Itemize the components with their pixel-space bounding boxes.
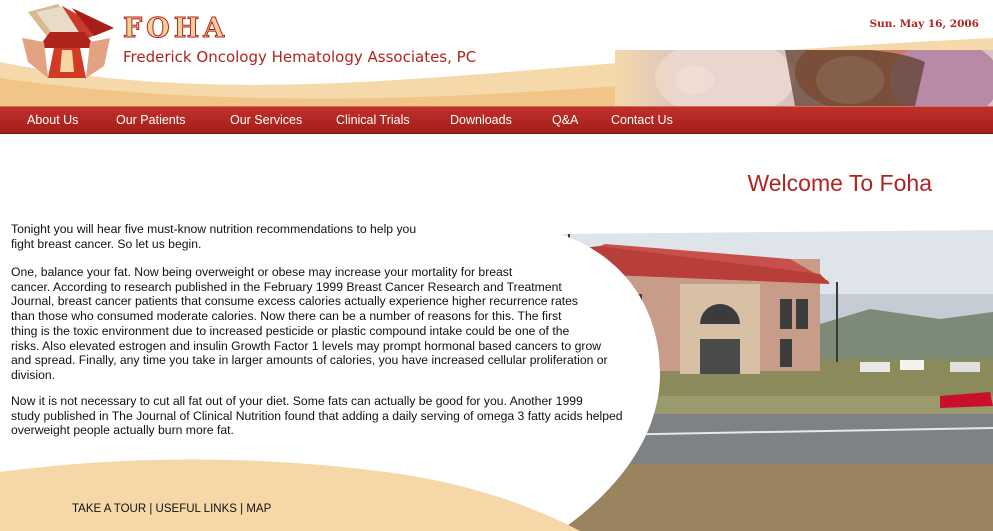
paragraph-line: study published in The Journal of Clinical Nutrition found that adding a daily serving of omega 3 fatty acids helped xyxy=(11,408,623,423)
paragraph-line: than those who consumed moderate calories. Now there can be a number of reasons for this. The first xyxy=(11,309,562,324)
footer-wave xyxy=(0,454,993,531)
nav-clinical-trials[interactable]: Clinical Trials xyxy=(336,113,410,127)
intro-line: Tonight you will hear five must-know nutrition recommendations to help you xyxy=(11,222,417,236)
useful-links-link[interactable]: USEFUL LINKS xyxy=(155,503,237,515)
foha-logo-icon xyxy=(14,2,116,82)
paragraph-line: One, balance your fat. Now being overweight or obese may increase your mortality for breast xyxy=(11,265,513,279)
take-a-tour-link[interactable]: TAKE A TOUR xyxy=(72,503,147,515)
header-photo-patients xyxy=(615,50,993,106)
footer-separator: | xyxy=(149,503,153,515)
nav-contact-us[interactable]: Contact Us xyxy=(611,113,673,127)
paragraph-line: risks. Also elevated estrogen and insulin Growth Factor 1 levels may prompt hormonal based cancers to grow xyxy=(11,338,602,353)
nutrition-paragraph-omega3 xyxy=(11,394,651,438)
paragraph-line: and spread. Finally, any time you take in larger amounts of calories, you have increased cellular proliferation or xyxy=(11,353,608,368)
paragraph-line: thing is the toxic environment due to increased pesticide or plastic compound intake could be one of the xyxy=(11,323,570,338)
site-header xyxy=(0,0,993,106)
paragraph-line: division. xyxy=(11,367,56,382)
page-title: Welcome To Foha xyxy=(747,170,932,196)
current-date: Sun. May 16, 2006 xyxy=(869,18,979,30)
main-navigation xyxy=(0,106,993,134)
nutrition-paragraph-fat xyxy=(11,265,651,383)
nav-qa[interactable]: Q&A xyxy=(552,113,579,127)
nav-about-us[interactable]: About Us xyxy=(27,113,79,127)
paragraph-line: Now it is not necessary to cut all fat out of your diet. Some fats can actually be good for you. Another 1999 xyxy=(11,394,583,408)
intro-paragraph xyxy=(11,222,651,251)
footer-links xyxy=(72,503,271,515)
intro-line: fight breast cancer. So let us begin. xyxy=(11,236,202,251)
paragraph-line: overweight people actually burn more fat. xyxy=(11,423,234,438)
paragraph-line: Journal, breast cancer patients that consume excess calories actually experience higher recurrence rates xyxy=(11,294,579,309)
brand-name: FOHA xyxy=(123,13,229,44)
company-name: Frederick Oncology Hematology Associates, PC xyxy=(123,48,477,66)
nav-our-patients[interactable]: Our Patients xyxy=(116,113,186,127)
nav-downloads[interactable]: Downloads xyxy=(450,113,512,127)
nav-our-services[interactable]: Our Services xyxy=(230,113,303,127)
map-link[interactable]: MAP xyxy=(246,503,272,515)
footer-separator: | xyxy=(240,503,244,515)
main-content xyxy=(0,134,993,531)
paragraph-line: cancer. According to research published in the February 1999 Breast Cancer Research and Treatment xyxy=(11,279,562,294)
